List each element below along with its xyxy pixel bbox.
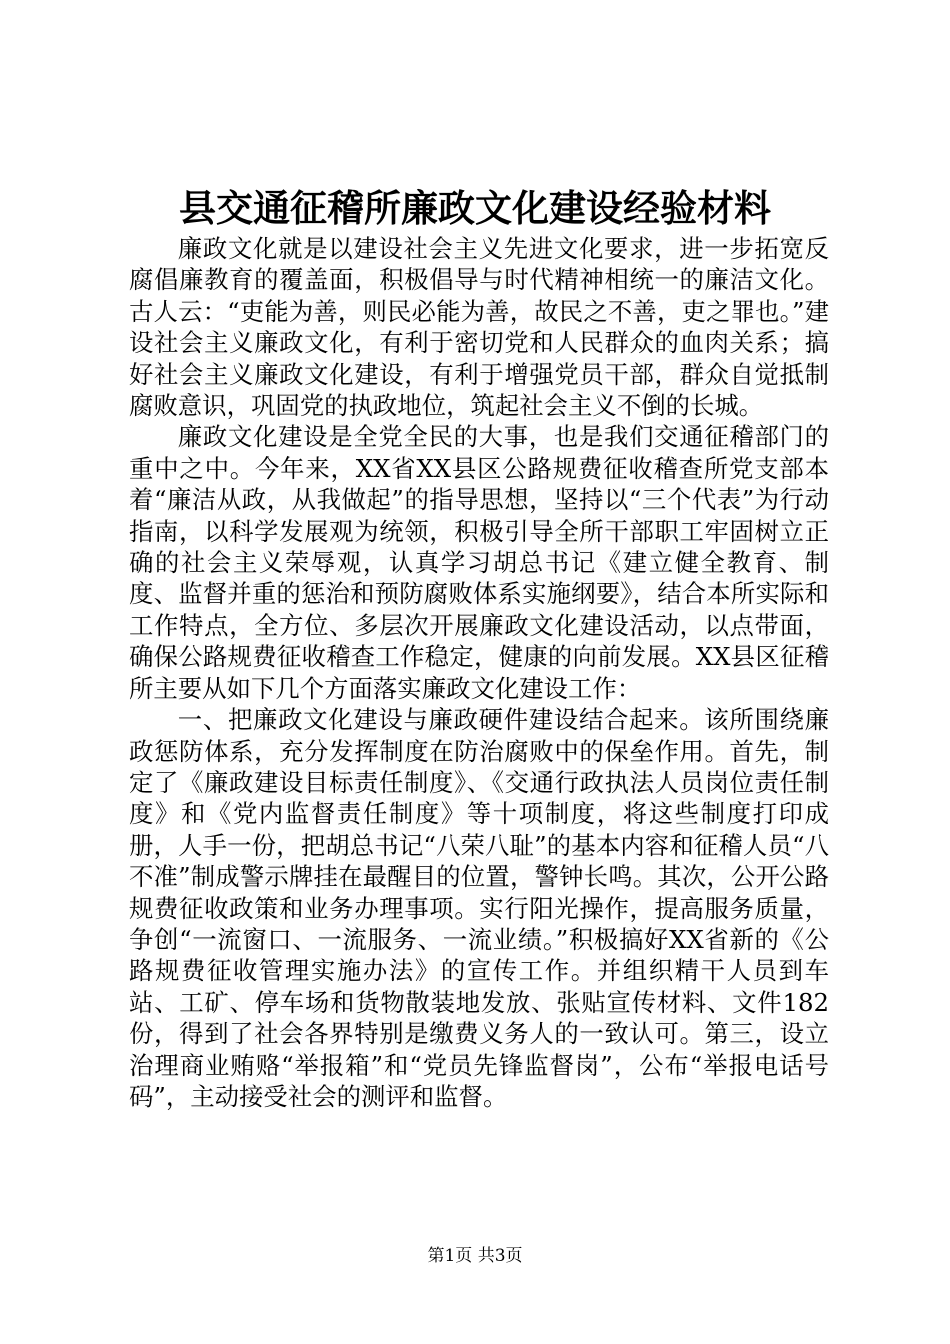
- paragraph-intro: 廉政文化就是以建设社会主义先进文化要求，进一步拓宽反腐倡廉教育的覆盖面，积极倡导与时代精神相统一的廉洁文化。古人云：“吏能为善，则民必能为善，故民之不善，吏之罪也。”建设社会主义廉政文化，有利于密切党和人民群众的血肉关系；搞好社会主义廉政文化建设，有利于增强党员干部，群众自觉抵制腐败意识，巩固党的执政地位，筑起社会主义不倒的长城。: [129, 234, 829, 421]
- document-title: 县交通征稽所廉政文化建设经验材料: [179, 186, 771, 230]
- page-footer: 第1页 共3页: [427, 1246, 523, 1266]
- document-body: [129, 233, 829, 1112]
- paragraph-section-one: 一、把廉政文化建设与廉政硬件建设结合起来。该所围绕廉政惩防体系，充分发挥制度在防治腐败中的保垒作用。首先，制定了《廉政建设目标责任制度》、《交通行政执法人员岗位责任制度》和《党内监督责任制度》等十项制度，将这些制度打印成册，人手一份，把胡总书记“八荣八耻”的基本内容和征稽人员“八不准”制成警示牌挂在最醒目的位置，警钟长鸣。其次，公开公路规费征收政策和业务办理事项。实行阳光操作，提高服务质量，争创“一流窗口、一流服务、一流业绩。”积极搞好XX省新的《公路规费征收管理实施办法》的宣传工作。并组织精干人员到车站、工矿、停车场和货物散装地发放、张贴宣传材料、文件182份，得到了社会各界特别是缴费义务人的一致认可。第三，设立治理商业贿赂“举报箱”和“党员先锋监督岗”，公布“举报电话号码”，主动接受社会的测评和监督。: [129, 705, 829, 1111]
- paragraph-background: 廉政文化建设是全党全民的大事，也是我们交通征稽部门的重中之中。今年来，XX省XX县区公路规费征收稽查所党支部本着“廉洁从政，从我做起”的指导思想，坚持以“三个代表”为行动指南，以科学发展观为统领，积极引导全所干部职工牢固树立正确的社会主义荣辱观，认真学习胡总书记《建立健全教育、制度、监督并重的惩治和预防腐败体系实施纲要》，结合本所实际和工作特点，全方位、多层次开展廉政文化建设活动，以点带面，确保公路规费征收稽查工作稳定，健康的向前发展。XX县区征稽所主要从如下几个方面落实廉政文化建设工作：: [129, 422, 829, 703]
